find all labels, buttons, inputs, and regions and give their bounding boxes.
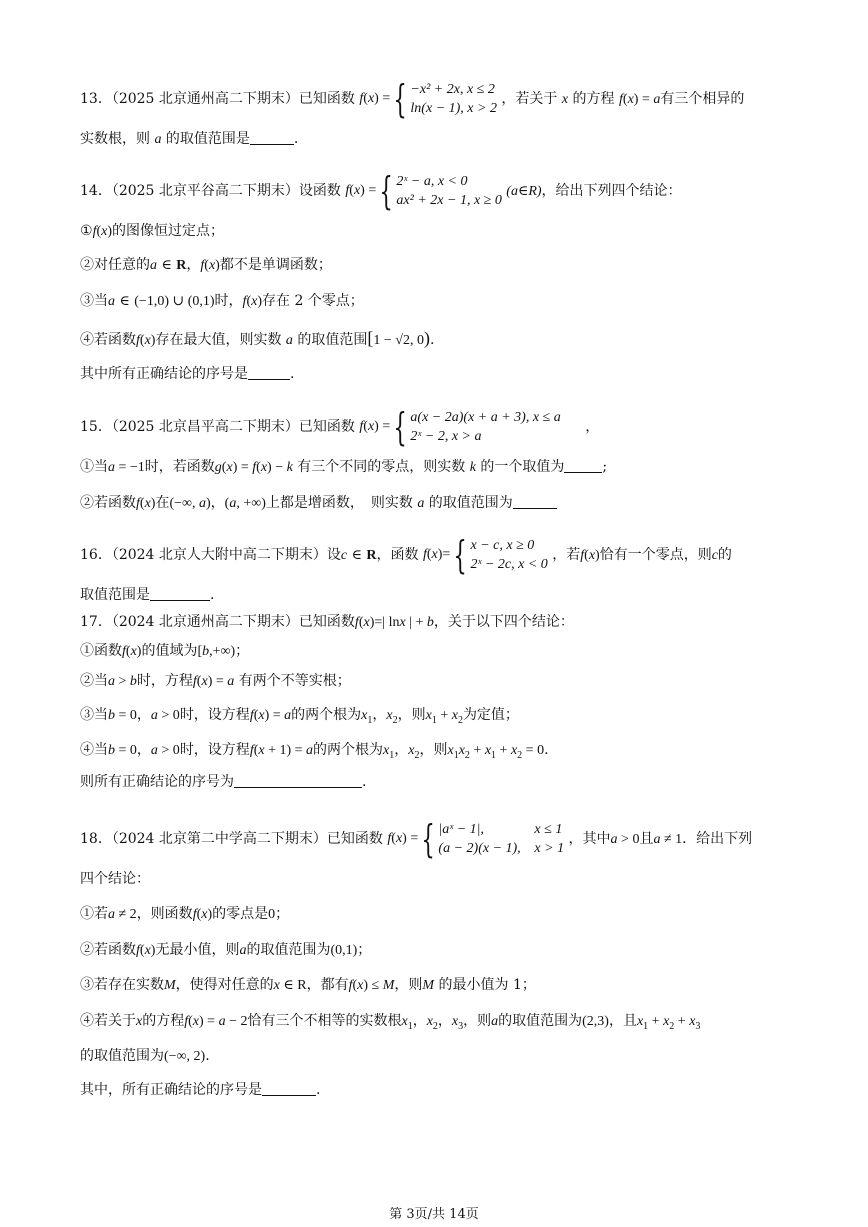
q15-s2-text-d: 的取值范围为	[428, 495, 513, 511]
q15-case2: 2ˣ − 2, x > a	[410, 429, 482, 444]
q13-line2-text: 实数根，则	[80, 131, 150, 147]
q18-text-b: ，其中	[568, 831, 611, 847]
q18-number: 18．	[80, 831, 112, 847]
q14-line1	[80, 169, 808, 213]
q18-end: 其中，所有正确结论的序号是 .	[80, 1082, 321, 1098]
q14-s1-text: 的图像恒过定点；	[112, 223, 225, 239]
q18-s2: ②若函数f(x)无最小值，则a的取值范围为(0,1)；	[80, 942, 372, 958]
q14-s2-text-c: 都不是单调函数；	[219, 257, 332, 273]
q18-s2-text-c: 的取值范围为	[246, 942, 331, 958]
q13-text-d: 有三个相异的	[660, 91, 745, 107]
q18-case1-cond: x ≤ 1	[534, 822, 563, 837]
q18-text-c: 且	[639, 831, 654, 847]
q14-s2-comma: ，	[186, 257, 201, 273]
q17-s1-text: ①函数	[80, 643, 122, 659]
q13-piecewise: f ( x ) = { −x² + 2x, x ≤ 2 ln(x − 1), x > 2	[359, 77, 497, 121]
q18-case2-expr: (a − 2)(x − 1),	[438, 841, 521, 856]
answer-blank[interactable]	[248, 365, 290, 380]
q17-s4-text-b: 时，设方程	[179, 742, 250, 758]
q14-end-text: 其中所有正确结论的序号是	[80, 366, 248, 382]
q17-s1-text-b: 的值域为	[141, 643, 198, 659]
answer-blank[interactable]	[262, 1081, 316, 1096]
q17-source: （2024 北京通州高二下期末）	[111, 614, 299, 630]
q18-line1: 18．（2024 北京第二中学高二下期末）已知函数 f ( x ) = { |aˣ − 1|, x ≤ 1 (a − 2)(x − 1), x > 1 ，其中a > 0且a ≠ 1．给出下列	[80, 817, 753, 861]
q14-s4-text-b: 存在最大值，则实数	[155, 332, 282, 348]
q15-s2-text: ②若函数	[80, 495, 136, 511]
q17-s3-text-c: 的两个根为	[291, 707, 362, 723]
q18-s3-text-b: ，使得对任意的	[175, 977, 274, 993]
q18-s3: ③若存在实数M，使得对任意的x ∈ R，都有f(x) ≤ M，则M 的最小值为 1；	[80, 977, 536, 993]
q18-s4-cont: 的取值范围为(−∞, 2).	[80, 1048, 210, 1064]
answer-blank[interactable]	[234, 773, 362, 788]
q17-s4-text-c: 的两个根为	[313, 742, 384, 758]
answer-blank[interactable]	[150, 586, 210, 601]
q14-s3-text: ③当	[80, 293, 108, 309]
page-footer: 第 3页/共 14页	[389, 1207, 479, 1222]
q18-stem: 已知函数	[326, 831, 383, 847]
q14-s4: ④若函数f(x)存在最大值，则实数 a 的取值范围[1 − √2, 0).	[80, 328, 435, 348]
q16-case2: 2ˣ − 2c, x < 0	[470, 557, 548, 572]
q18-s1-text: ①若	[80, 906, 108, 922]
q14-s1: ①f(x)的图像恒过定点；	[80, 223, 225, 239]
q13-text-b: ，若关于	[501, 91, 558, 107]
q14-end: 其中所有正确结论的序号是 .	[80, 366, 295, 382]
q18-s4: ④若关于x的方程f(x) = a − 2恰有三个不相等的实数根$x_1$，$x_2$，$x_3$，则a的取值范围为(2,3)，且$x_1 + x_2 + x_3$	[80, 1013, 701, 1032]
q18-s1-text-c: 的零点是	[212, 906, 269, 922]
q14-text-b: ，给出下列四个结论：	[541, 183, 682, 199]
q13-stem: 已知函数	[298, 91, 355, 107]
q13-case2: ln(x − 1), x > 2	[410, 101, 497, 116]
q17-end-text: 则所有正确结论的序号为	[80, 774, 234, 790]
q16-case1: x − c, x ≥ 0	[470, 538, 535, 553]
q18-s2-text: ②若函数	[80, 942, 136, 958]
q15-piecewise: f ( x ) = { a(x − 2a)(x + a + 3), x ≤ a 2ˣ − 2, x > a	[359, 405, 561, 449]
q17-s3-text: ③当	[80, 707, 108, 723]
q17-s4-text: ④当	[80, 742, 108, 758]
q18-s4-text-f: ，且	[608, 1013, 637, 1029]
q13-line2: 实数根，则 a 的取值范围是 .	[80, 131, 299, 147]
q15-s1-text-d: 的一个取值为	[480, 459, 565, 475]
q18-s4-text-e: 的取值范围为	[498, 1013, 583, 1029]
q13-line2-text-b: 的取值范围是	[165, 131, 250, 147]
q14-source: （2025 北京平谷高二下期末）	[111, 183, 299, 199]
q13-text-c: 的方程	[572, 91, 615, 107]
q14-number: 14．	[80, 183, 112, 199]
q15-s1-text-b: 时，若函数	[144, 459, 215, 475]
q15-s1-text-c: 有三个不同的零点，则实数	[297, 459, 466, 475]
q14-s3: ③当a ∈ (−1,0) ∪ (0,1)时，f(x)存在 2 个零点；	[80, 293, 364, 309]
q17-s2-text-c: 有两个不等实根；	[238, 673, 351, 689]
q16-text-d: 恰有一个零点，则	[599, 547, 712, 563]
q16-text-b: ，函数	[376, 547, 419, 563]
q18-s4-text-g: 的取值范围为	[80, 1048, 164, 1064]
q18-s1: ①若a ≠ 2，则函数f(x)的零点是0；	[80, 906, 290, 922]
q18-s1-text-b: ，则函数	[136, 906, 193, 922]
q17-end: 则所有正确结论的序号为 .	[80, 774, 367, 790]
q17-s3-text-e: 为定值；	[462, 707, 519, 723]
q15-line1: 15．（2025 北京昌平高二下期末）已知函数 f ( x ) = { a(x − 2a)(x + a + 3), x ≤ a 2ˣ − 2, x > a ，	[80, 405, 600, 449]
q14-case2: ax² + 2x − 1, x ≥ 0	[396, 193, 502, 208]
q16-stem: 设	[326, 547, 341, 563]
q17-s2-text: ②当	[80, 673, 108, 689]
q17-s4: ④当b = 0，a > 0时，设方程f(x + 1) = a的两个根为$x_1$，$x_2$，则$x_1x_2 + x_1 + x_2 = 0$.	[80, 742, 549, 761]
q17-number: 17．	[80, 614, 112, 630]
q15-case1: a(x − 2a)(x + a + 3), x ≤ a	[410, 410, 561, 425]
q14-stem: 设函数	[298, 183, 341, 199]
q16-piecewise: f ( x )= { x − c, x ≥ 0 2ˣ − 2c, x < 0	[422, 533, 548, 577]
q18-s2-text-b: 无最小值，则	[155, 942, 240, 958]
q18-s3-text: ③若存在实数	[80, 977, 164, 993]
q15-s1: ①当a = −1时，若函数g(x) = f(x) − k 有三个不同的零点，则实数 k 的一个取值为 ;	[80, 459, 608, 475]
q15-number: 15．	[80, 419, 112, 435]
q17-s3-text-b: 时，设方程	[179, 707, 250, 723]
q18-s4-text-c: 恰有三个不相等的实数根	[247, 1013, 402, 1029]
q14-param: (a∈R)	[506, 184, 542, 199]
q14-s3-text-b: 时，	[214, 293, 243, 309]
q15-s1-text: ①当	[80, 459, 108, 475]
q13-case1: −x² + 2x, x ≤ 2	[410, 82, 495, 97]
q14-piecewise: f ( x ) = { 2ˣ − a, x < 0 ax² + 2x − 1, x ≥ 0	[345, 169, 502, 213]
q13-number: 13．	[80, 91, 112, 107]
q17-s3-text-d: 则	[411, 707, 426, 723]
q15-source: （2025 北京昌平高二下期末）	[111, 419, 299, 435]
q18-text-d: ．给出下列	[682, 831, 753, 847]
q17-s4-text-d: 则	[433, 742, 448, 758]
q14-s1-num: ①	[80, 223, 93, 239]
q18-s3-text-c: ，都有	[306, 977, 349, 993]
q16-line2: 取值范围是 .	[80, 587, 215, 603]
q15-s2-text-c: 上都是增函数， 则实数	[265, 495, 413, 511]
q18-line2	[80, 868, 808, 890]
answer-blank[interactable]	[564, 458, 602, 473]
q13-source: （2025 北京通州高二下期末）	[111, 91, 299, 107]
q18-s4-text-d: ，则	[463, 1013, 492, 1029]
q14-case1: 2ˣ − a, x < 0	[396, 174, 468, 189]
q18-s4-text: ④若关于	[80, 1013, 136, 1029]
q15-s2-text-b: 在	[155, 495, 170, 511]
answer-blank[interactable]	[513, 494, 557, 509]
q14-s4-text: ④若函数	[80, 332, 136, 348]
q18-s3-text-e: 的最小值为 1；	[438, 977, 536, 993]
q17-line1: 17．（2024 北京通州高二下期末）已知函数f(x)=| lnx | + b，关于以下四个结论：	[80, 614, 574, 630]
q17-s3: ③当b = 0，a > 0时，设方程f(x) = a的两个根为$x_1$，$x_2$，则$x_1 + x_2$为定值；	[80, 707, 519, 726]
q17-stem: 已知函数	[298, 614, 355, 630]
q17-s1: ①函数f(x)的值域为[b,+∞)；	[80, 643, 250, 659]
q14-s2: ②对任意的a ∈ R，f(x)都不是单调函数；	[80, 257, 332, 273]
q18-piecewise: f ( x ) = { |aˣ − 1|, x ≤ 1 (a − 2)(x − 1), x > 1	[387, 817, 565, 861]
q16-line1: 16．（2024 北京人大附中高二下期末）设c ∈ R，函数 f ( x )= { x − c, x ≥ 0 2ˣ − 2c, x < 0 ，若f(x)恰有一个零点，则c的	[80, 533, 732, 577]
q16-text-e: 的	[717, 547, 732, 563]
q18-s4-text-b: 的方程	[142, 1013, 185, 1029]
q15-stem: 已知函数	[298, 419, 355, 435]
q16-line2-text: 取值范围是	[80, 587, 150, 603]
q18-s3-text-d: ，则	[394, 977, 423, 993]
q16-number: 16．	[80, 547, 112, 563]
q14-s3-text-c: 存在 2 个零点；	[262, 293, 364, 309]
q17-text-b: ，关于以下四个结论：	[433, 614, 574, 630]
q16-source: （2024 北京人大附中高二下期末）	[111, 547, 327, 563]
answer-blank[interactable]	[250, 130, 294, 145]
q16-text-c: ，若	[552, 547, 581, 563]
q17-s2-text-b: 时，方程	[136, 673, 193, 689]
q17-s2: ②当a > b时，方程f(x) = a 有两个不等实根；	[80, 673, 351, 689]
q14-s4-text-c: 的取值范围	[297, 332, 368, 348]
q18-source: （2024 北京第二中学高二下期末）	[111, 831, 327, 847]
q15-s2: ②若函数f(x)在(−∞, a)，(a, +∞)上都是增函数， 则实数 a 的取值范围为	[80, 492, 808, 515]
q18-case1-expr: |aˣ − 1|,	[438, 822, 485, 837]
q13-line1: 13．（2025 北京通州高二下期末）已知函数 f ( x ) = { −x² + 2x, x ≤ 2 ln(x − 1), x > 2 ，若关于 x 的方程 f(x) = a有三个相异的	[80, 77, 745, 121]
q18-end-text: 其中，所有正确结论的序号是	[80, 1082, 262, 1098]
q18-case2-cond: x > 1	[534, 841, 565, 856]
q14-s2-text: ②对任意的	[80, 257, 150, 273]
q18-line2-text: 四个结论：	[80, 871, 150, 887]
